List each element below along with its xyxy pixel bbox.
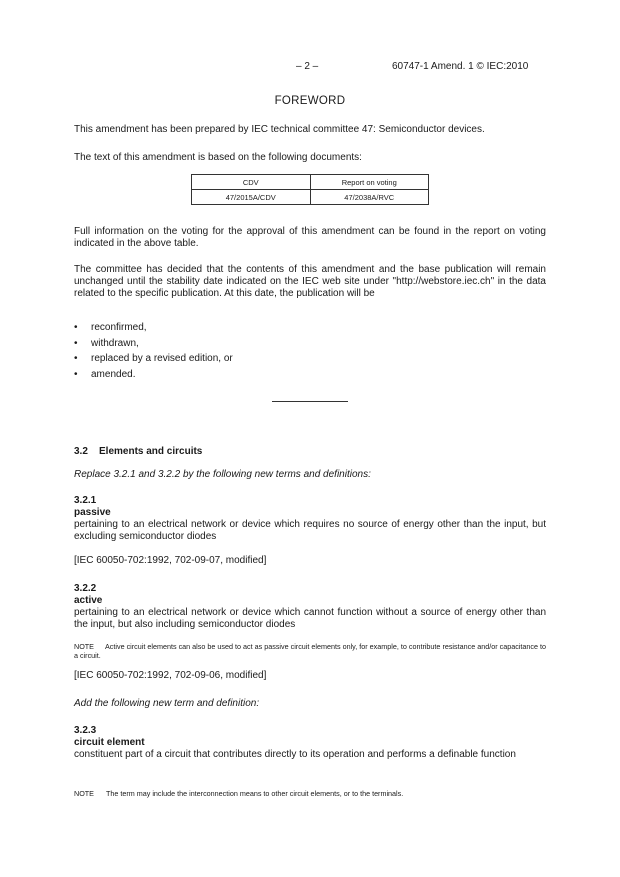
list-item-text: reconfirmed, (91, 322, 147, 333)
definition-active: pertaining to an electrical network or device which cannot function without a source of energy other than the input, but also including semiconductor diodes (74, 607, 546, 630)
document-reference: 60747-1 Amend. 1 © IEC:2010 (392, 61, 529, 72)
table-cell-rvc: 47/2038A/RVC (310, 190, 429, 205)
voting-documents-table (191, 174, 429, 205)
table-cell-cdv: 47/2015A/CDV (192, 190, 311, 205)
term-passive: passive (74, 507, 111, 518)
foreword-paragraph-committee: This amendment has been prepared by IEC technical committee 47: Semiconductor devices. (74, 124, 485, 135)
table-header-cdv: CDV (192, 175, 311, 190)
replace-instruction: Replace 3.2.1 and 3.2.2 by the following new terms and definitions: (74, 469, 371, 480)
add-instruction: Add the following new term and definition: (74, 698, 260, 709)
page-number: – 2 – (296, 61, 319, 72)
foreword-heading: FOREWORD (274, 95, 346, 107)
term-number-3-2-1: 3.2.1 (74, 495, 97, 506)
section-divider (272, 401, 348, 402)
bullet-icon: • (74, 353, 78, 364)
note-active: Active circuit elements can also be used to act as passive circuit elements only, for example, to contribute resistance and/or capacitance to a circuit. (74, 642, 546, 660)
term-number-3-2-2: 3.2.2 (74, 583, 97, 594)
note-label-circuit-element: NOTE (74, 789, 94, 798)
foreword-paragraph-documents: The text of this amendment is based on the following documents: (74, 152, 362, 163)
term-number-3-2-3: 3.2.3 (74, 725, 97, 736)
bullet-icon: • (74, 369, 78, 380)
list-item-text: replaced by a revised edition, or (91, 353, 233, 364)
term-circuit-element: circuit element (74, 737, 145, 748)
bullet-icon: • (74, 322, 78, 333)
bullet-icon: • (74, 338, 78, 349)
source-passive: [IEC 60050-702:1992, 702-09-07, modified] (74, 555, 267, 566)
foreword-paragraph-stability: The committee has decided that the contents of this amendment and the base publication will remain unchanged until the stability date indicated on the IEC web site under "http://webstore.iec.ch" in the data related to the specific publication. At this date, the publication will be (74, 264, 546, 299)
term-active: active (74, 595, 103, 606)
note-circuit-element: The term may include the interconnection means to other circuit elements, or to the terminals. (106, 789, 404, 798)
source-active: [IEC 60050-702:1992, 702-09-06, modified] (74, 670, 267, 681)
definition-passive: pertaining to an electrical network or device which requires no source of energy other than the input, but excluding semiconductor diodes (74, 519, 546, 542)
note-label-active: NOTE (74, 642, 94, 651)
list-item-text: amended. (91, 369, 136, 380)
section-title: Elements and circuits (99, 446, 203, 457)
foreword-paragraph-voting: Full information on the voting for the approval of this amendment can be found in the report on voting indicated in the above table. (74, 226, 546, 249)
table-header-row (192, 175, 429, 190)
definition-circuit-element: constituent part of a circuit that contributes directly to its operation and performs a definable function (74, 749, 516, 760)
table-row (192, 190, 429, 205)
section-number: 3.2 (74, 446, 88, 457)
list-item-text: withdrawn, (91, 338, 139, 349)
table-header-report: Report on voting (310, 175, 429, 190)
